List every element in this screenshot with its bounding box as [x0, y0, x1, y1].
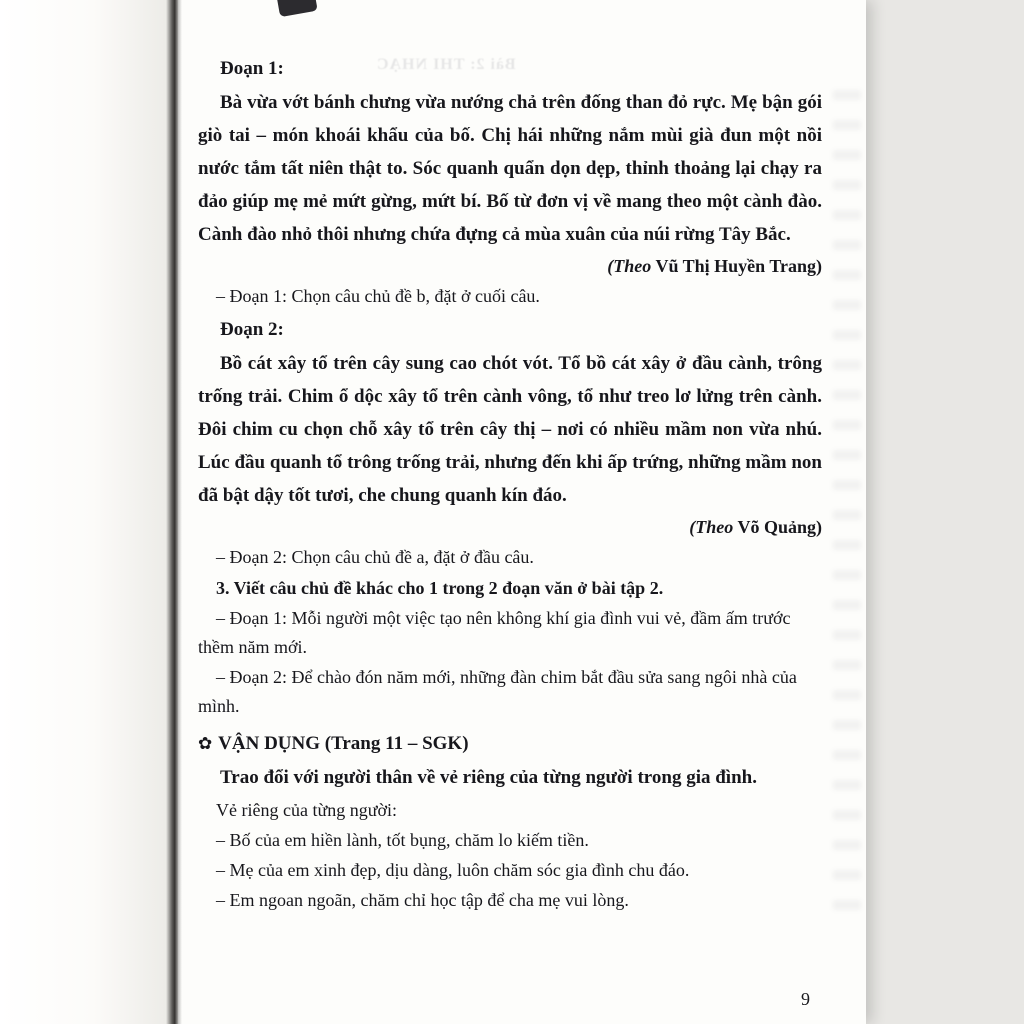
doan-2-answer: – Đoạn 2: Chọn câu chủ đề a, đặt ở đầu câu. — [216, 547, 534, 567]
page-content — [178, 0, 866, 1024]
doan-2-label: Đoạn 2: — [220, 319, 284, 340]
task-3-answer-1: – Đoạn 1: Mỗi người một việc tạo nên không khí gia đình vui vẻ, đầm ấm trước thềm năm mới. — [198, 608, 791, 657]
doan-1-answer: – Đoạn 1: Chọn câu chủ đề b, đặt ở cuối câu. — [216, 286, 540, 306]
doan-1-attribution: (Theo Vũ Thị Huyền Trang) — [607, 256, 822, 276]
ve-rieng-item-1: – Bố của em hiền lành, tốt bụng, chăm lo kiếm tiền. — [216, 830, 589, 850]
left-page-edge — [0, 0, 170, 1024]
task-3-heading: 3. Viết câu chủ đề khác cho 1 trong 2 đoạn văn ở bài tập 2. — [216, 578, 664, 598]
book-page — [178, 0, 866, 1024]
flower-icon: ✿ — [198, 734, 219, 754]
ve-rieng-intro: Vẻ riêng của từng người: — [216, 800, 397, 820]
task-3-answer-2: – Đoạn 2: Để chào đón năm mới, những đàn chim bắt đầu sửa sang ngôi nhà của mình. — [198, 667, 797, 716]
doan-2-attribution: (Theo Võ Quảng) — [689, 517, 822, 537]
bleedthrough-text: Bài 2: THI NHẠC — [376, 56, 516, 73]
ve-rieng-item-2: – Mẹ của em xinh đẹp, dịu dàng, luôn chăm sóc gia đình chu đáo. — [216, 860, 690, 880]
doan-1-label: Đoạn 1: — [220, 58, 284, 79]
van-dung-heading: ✿ VẬN DỤNG (Trang 11 – SGK) — [198, 733, 469, 754]
doan-1-paragraph: Bà vừa vớt bánh chưng vừa nướng chả trên đống than đỏ rực. Mẹ bận gói giò tai – món khoái khẩu của bố. Chị hái những nắm mùi già đun một nồi nước tắm tất niên thật to. Sóc quanh quẩn dọn dẹp, thỉnh thoảng lại chạy ra đảo giúp mẹ mẻ mứt gừng, mứt bí. Bố từ đơn vị về mang theo một cành đào. Cành đào nhỏ thôi nhưng chứa đựng cả mùa xuân của núi rừng Tây Bắc. — [198, 92, 822, 245]
doan-2-paragraph: Bồ cát xây tổ trên cây sung cao chót vót. Tổ bồ cát xây ở đầu cành, trông trống trải. Chim ổ dộc xây tổ trên cành vông, tổ như treo lơ lửng trên cành. Đôi chim cu chọn chỗ xây tổ trên cây thị – nơi có nhiều mầm non vừa nhú. Lúc đầu quanh tổ trông trống trải, nhưng đến khi ấp trứng, những mầm non đã bật dậy tốt tươi, che chung quanh kín đáo. — [198, 353, 822, 506]
ve-rieng-item-3: – Em ngoan ngoãn, chăm chỉ học tập để cha mẹ vui lòng. — [216, 890, 629, 910]
van-dung-task: Trao đổi với người thân về vẻ riêng của từng người trong gia đình. — [220, 767, 757, 788]
book-spine-shadow — [166, 0, 182, 1024]
page-number: 9 — [801, 989, 810, 1009]
